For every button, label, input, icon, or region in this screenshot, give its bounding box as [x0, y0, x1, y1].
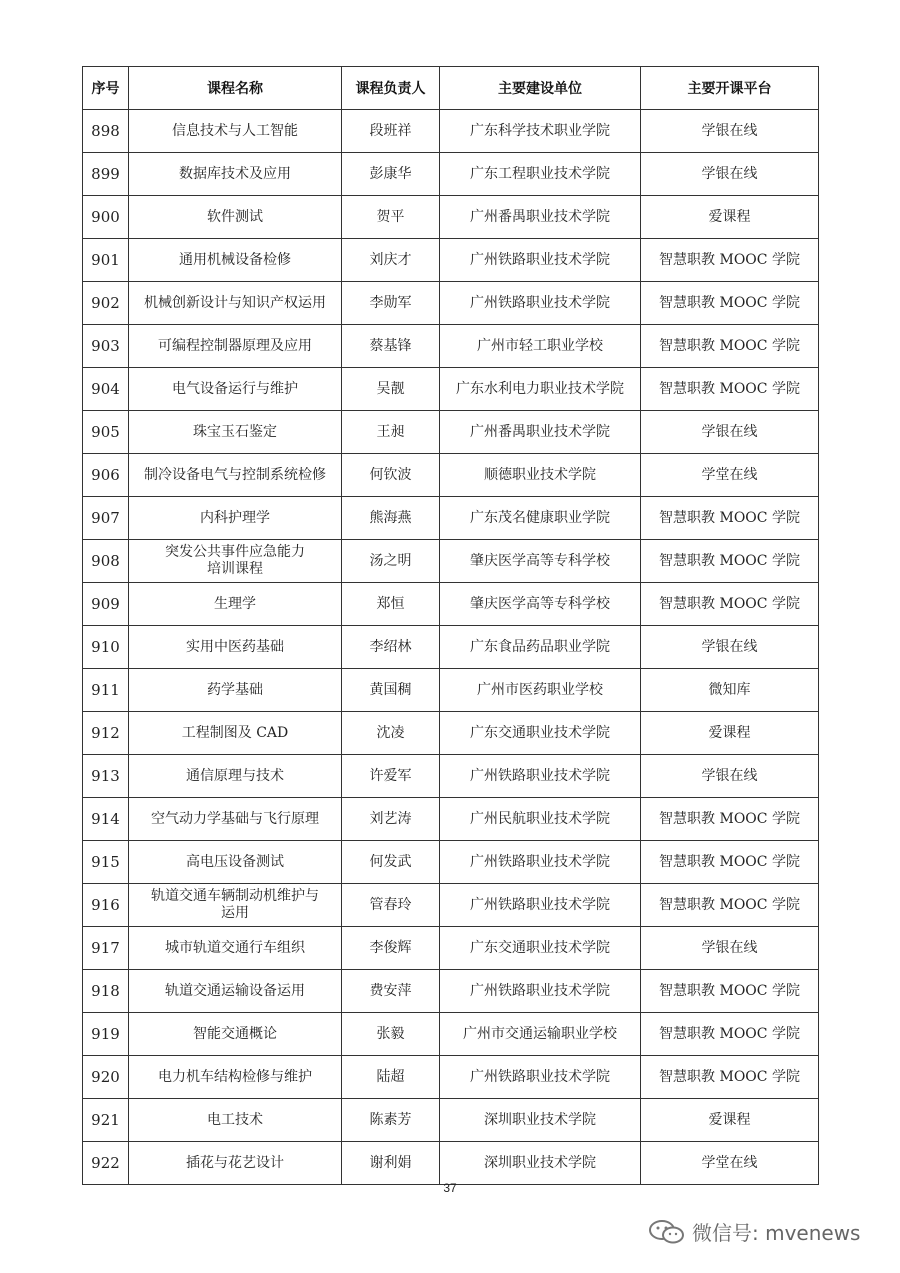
platform-cell: 学银在线 — [641, 927, 819, 970]
serial-cell: 920 — [83, 1056, 129, 1099]
course-lead-cell: 何钦波 — [342, 454, 440, 497]
course-lead-cell: 费安萍 — [342, 970, 440, 1013]
serial-cell: 906 — [83, 454, 129, 497]
course-name-cell: 机械创新设计与知识产权运用 — [129, 282, 342, 325]
course-name-cell: 通信原理与技术 — [129, 755, 342, 798]
serial-cell: 919 — [83, 1013, 129, 1056]
institution-cell: 广东科学技术职业学院 — [440, 110, 641, 153]
institution-cell: 深圳职业技术学院 — [440, 1142, 641, 1185]
institution-cell: 广州铁路职业技术学院 — [440, 970, 641, 1013]
serial-cell: 917 — [83, 927, 129, 970]
course-name-cell: 电工技术 — [129, 1099, 342, 1142]
institution-cell: 广东食品药品职业学院 — [440, 626, 641, 669]
institution-cell: 广东水利电力职业技术学院 — [440, 368, 641, 411]
platform-cell: 爱课程 — [641, 196, 819, 239]
course-name-cell: 轨道交通运输设备运用 — [129, 970, 342, 1013]
serial-cell: 898 — [83, 110, 129, 153]
table-row — [83, 1013, 819, 1056]
platform-cell: 智慧职教 MOOC 学院 — [641, 540, 819, 583]
course-name-cell: 实用中医药基础 — [129, 626, 342, 669]
header-course-lead: 课程负责人 — [342, 67, 440, 110]
serial-cell: 910 — [83, 626, 129, 669]
institution-cell: 广州番禺职业技术学院 — [440, 411, 641, 454]
table-row — [83, 583, 819, 626]
serial-cell: 903 — [83, 325, 129, 368]
serial-cell: 913 — [83, 755, 129, 798]
course-name-cell: 内科护理学 — [129, 497, 342, 540]
table-row — [83, 411, 819, 454]
institution-cell: 肇庆医学高等专科学校 — [440, 583, 641, 626]
institution-cell: 广州铁路职业技术学院 — [440, 282, 641, 325]
course-name-cell: 突发公共事件应急能力 培训课程 — [129, 540, 342, 583]
serial-cell: 921 — [83, 1099, 129, 1142]
course-lead-cell: 段班祥 — [342, 110, 440, 153]
course-lead-cell: 张毅 — [342, 1013, 440, 1056]
table-row — [83, 540, 819, 583]
watermark — [648, 1217, 860, 1246]
serial-cell: 901 — [83, 239, 129, 282]
serial-cell: 912 — [83, 712, 129, 755]
institution-cell: 广州市轻工职业学校 — [440, 325, 641, 368]
institution-cell: 广州铁路职业技术学院 — [440, 755, 641, 798]
platform-cell: 学银在线 — [641, 755, 819, 798]
serial-cell: 914 — [83, 798, 129, 841]
course-table — [82, 66, 819, 1185]
table-row — [83, 755, 819, 798]
platform-cell: 智慧职教 MOOC 学院 — [641, 325, 819, 368]
table-row — [83, 196, 819, 239]
course-lead-cell: 刘艺涛 — [342, 798, 440, 841]
course-lead-cell: 刘庆才 — [342, 239, 440, 282]
platform-cell: 智慧职教 MOOC 学院 — [641, 884, 819, 927]
platform-cell: 微知库 — [641, 669, 819, 712]
platform-cell: 爱课程 — [641, 1099, 819, 1142]
platform-cell: 智慧职教 MOOC 学院 — [641, 497, 819, 540]
table-row — [83, 368, 819, 411]
institution-cell: 广州民航职业技术学院 — [440, 798, 641, 841]
serial-cell: 904 — [83, 368, 129, 411]
table-row — [83, 110, 819, 153]
course-lead-cell: 熊海燕 — [342, 497, 440, 540]
course-lead-cell: 贺平 — [342, 196, 440, 239]
table-row — [83, 239, 819, 282]
watermark-text: 微信号: mvenews — [692, 1221, 861, 1245]
table-row — [83, 669, 819, 712]
platform-cell: 学银在线 — [641, 411, 819, 454]
serial-cell: 916 — [83, 884, 129, 927]
course-lead-cell: 李绍林 — [342, 626, 440, 669]
table-row — [83, 1056, 819, 1099]
institution-cell: 广州市交通运输职业学校 — [440, 1013, 641, 1056]
institution-cell: 广州铁路职业技术学院 — [440, 841, 641, 884]
table-row — [83, 841, 819, 884]
institution-cell: 广州铁路职业技术学院 — [440, 884, 641, 927]
table-row — [83, 970, 819, 1013]
course-lead-cell: 谢利娟 — [342, 1142, 440, 1185]
course-lead-cell: 郑恒 — [342, 583, 440, 626]
course-lead-cell: 陈素芳 — [342, 1099, 440, 1142]
header-serial: 序号 — [83, 67, 129, 110]
course-lead-cell: 王昶 — [342, 411, 440, 454]
course-lead-cell: 汤之明 — [342, 540, 440, 583]
table-row — [83, 1142, 819, 1185]
serial-cell: 900 — [83, 196, 129, 239]
course-name-cell: 药学基础 — [129, 669, 342, 712]
course-name-cell: 通用机械设备检修 — [129, 239, 342, 282]
course-lead-cell: 李俊辉 — [342, 927, 440, 970]
serial-cell: 915 — [83, 841, 129, 884]
serial-cell: 911 — [83, 669, 129, 712]
serial-cell: 918 — [83, 970, 129, 1013]
table-header-row — [83, 67, 819, 110]
platform-cell: 智慧职教 MOOC 学院 — [641, 239, 819, 282]
table-row — [83, 798, 819, 841]
course-lead-cell: 沈凌 — [342, 712, 440, 755]
table-row — [83, 454, 819, 497]
table-row — [83, 282, 819, 325]
table-row — [83, 497, 819, 540]
course-name-cell: 电力机车结构检修与维护 — [129, 1056, 342, 1099]
platform-cell: 爱课程 — [641, 712, 819, 755]
header-course-name: 课程名称 — [129, 67, 342, 110]
table-row — [83, 927, 819, 970]
platform-cell: 智慧职教 MOOC 学院 — [641, 841, 819, 884]
serial-cell: 908 — [83, 540, 129, 583]
course-lead-cell: 蔡基锋 — [342, 325, 440, 368]
institution-cell: 广州铁路职业技术学院 — [440, 1056, 641, 1099]
platform-cell: 学银在线 — [641, 110, 819, 153]
course-lead-cell: 吴靓 — [342, 368, 440, 411]
course-name-cell: 高电压设备测试 — [129, 841, 342, 884]
serial-cell: 902 — [83, 282, 129, 325]
serial-cell: 922 — [83, 1142, 129, 1185]
course-name-cell: 软件测试 — [129, 196, 342, 239]
course-name-cell: 可编程控制器原理及应用 — [129, 325, 342, 368]
course-name-cell: 数据库技术及应用 — [129, 153, 342, 196]
course-name-cell: 工程制图及 CAD — [129, 712, 342, 755]
institution-cell: 广州番禺职业技术学院 — [440, 196, 641, 239]
course-name-cell: 智能交通概论 — [129, 1013, 342, 1056]
institution-cell: 广东交通职业技术学院 — [440, 712, 641, 755]
institution-cell: 广州铁路职业技术学院 — [440, 239, 641, 282]
platform-cell: 智慧职教 MOOC 学院 — [641, 1056, 819, 1099]
table-row — [83, 626, 819, 669]
serial-cell: 905 — [83, 411, 129, 454]
course-lead-cell: 彭康华 — [342, 153, 440, 196]
table-row — [83, 1099, 819, 1142]
wechat-icon — [648, 1219, 686, 1245]
serial-cell: 907 — [83, 497, 129, 540]
course-name-cell: 制冷设备电气与控制系统检修 — [129, 454, 342, 497]
platform-cell: 学银在线 — [641, 626, 819, 669]
course-name-cell: 插花与花艺设计 — [129, 1142, 342, 1185]
course-lead-cell: 许爱军 — [342, 755, 440, 798]
course-lead-cell: 黄国稠 — [342, 669, 440, 712]
table-row — [83, 884, 819, 927]
platform-cell: 智慧职教 MOOC 学院 — [641, 798, 819, 841]
course-name-cell: 轨道交通车辆制动机维护与 运用 — [129, 884, 342, 927]
course-lead-cell: 李勋军 — [342, 282, 440, 325]
course-name-cell: 信息技术与人工智能 — [129, 110, 342, 153]
table-row — [83, 712, 819, 755]
platform-cell: 智慧职教 MOOC 学院 — [641, 583, 819, 626]
table-row — [83, 153, 819, 196]
platform-cell: 智慧职教 MOOC 学院 — [641, 970, 819, 1013]
table-row — [83, 325, 819, 368]
course-lead-cell: 管春玲 — [342, 884, 440, 927]
course-lead-cell: 何发武 — [342, 841, 440, 884]
header-institution: 主要建设单位 — [440, 67, 641, 110]
course-name-cell: 珠宝玉石鉴定 — [129, 411, 342, 454]
institution-cell: 广东茂名健康职业学院 — [440, 497, 641, 540]
serial-cell: 909 — [83, 583, 129, 626]
header-platform: 主要开课平台 — [641, 67, 819, 110]
page-number: 37 — [443, 1181, 457, 1195]
course-name-cell: 生理学 — [129, 583, 342, 626]
serial-cell: 899 — [83, 153, 129, 196]
course-name-cell: 空气动力学基础与飞行原理 — [129, 798, 342, 841]
platform-cell: 学堂在线 — [641, 1142, 819, 1185]
platform-cell: 智慧职教 MOOC 学院 — [641, 1013, 819, 1056]
institution-cell: 肇庆医学高等专科学校 — [440, 540, 641, 583]
institution-cell: 广东工程职业技术学院 — [440, 153, 641, 196]
institution-cell: 广东交通职业技术学院 — [440, 927, 641, 970]
institution-cell: 广州市医药职业学校 — [440, 669, 641, 712]
course-name-cell: 电气设备运行与维护 — [129, 368, 342, 411]
platform-cell: 学堂在线 — [641, 454, 819, 497]
institution-cell: 深圳职业技术学院 — [440, 1099, 641, 1142]
course-name-cell: 城市轨道交通行车组织 — [129, 927, 342, 970]
platform-cell: 智慧职教 MOOC 学院 — [641, 368, 819, 411]
institution-cell: 顺德职业技术学院 — [440, 454, 641, 497]
course-lead-cell: 陆超 — [342, 1056, 440, 1099]
platform-cell: 智慧职教 MOOC 学院 — [641, 282, 819, 325]
platform-cell: 学银在线 — [641, 153, 819, 196]
